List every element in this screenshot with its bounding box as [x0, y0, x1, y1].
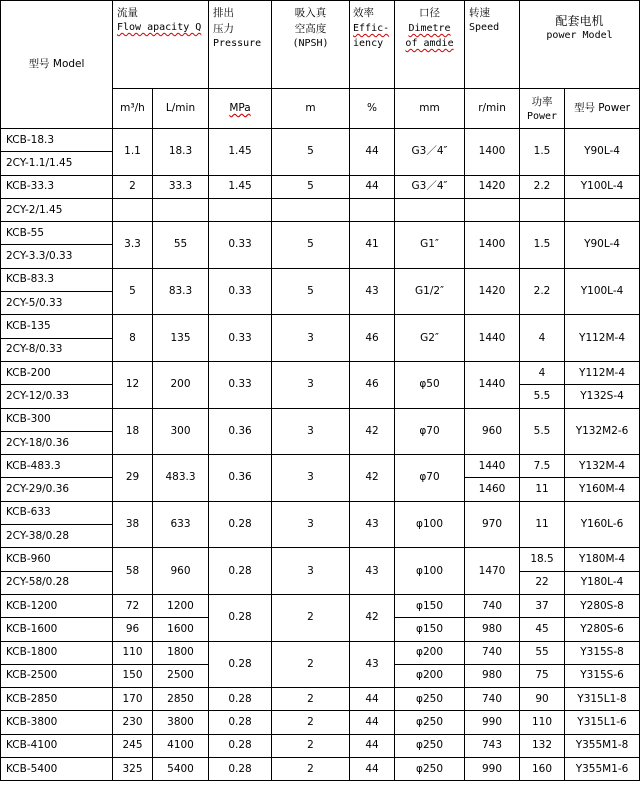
cell: 1400: [465, 129, 520, 176]
unit-m3h: m³/h: [113, 89, 153, 129]
cell: φ150: [395, 594, 465, 617]
cell: G3／4″: [395, 175, 465, 198]
cell: φ70: [395, 455, 465, 502]
cell: 5: [272, 175, 350, 198]
cell: G1″: [395, 222, 465, 269]
model-cell: KCB-960: [1, 548, 113, 571]
cell: 2: [272, 711, 350, 734]
cell: 3: [272, 408, 350, 455]
cell: 5.5: [520, 408, 565, 455]
model-cell: 2CY-58/0.28: [1, 571, 113, 594]
model-cell: KCB-83.3: [1, 268, 113, 291]
cell: φ100: [395, 548, 465, 595]
cell: 1460: [465, 478, 520, 501]
header-flow: 流量 Flow apacity Q: [113, 1, 209, 89]
cell: 0.28: [209, 734, 272, 757]
cell: 29: [113, 455, 153, 502]
model-cell: KCB-2500: [1, 664, 113, 687]
cell: 90: [520, 688, 565, 711]
cell: 42: [350, 594, 395, 641]
cell: 37: [520, 594, 565, 617]
header-diameter: 口径 Dimetre of amdie: [395, 1, 465, 89]
cell: 483.3: [153, 455, 209, 502]
cell: 45: [520, 618, 565, 641]
model-cell: 2CY-29/0.36: [1, 478, 113, 501]
cell: Y132M2-6: [565, 408, 640, 455]
cell: 0.28: [209, 711, 272, 734]
cell: 46: [350, 315, 395, 362]
cell: 990: [465, 711, 520, 734]
model-cell: 2CY-1.1/1.45: [1, 152, 113, 175]
cell: 12: [113, 361, 153, 408]
cell: φ70: [395, 408, 465, 455]
cell: 1420: [465, 175, 520, 198]
cell: 980: [465, 664, 520, 687]
cell: φ250: [395, 758, 465, 781]
cell: 38: [113, 501, 153, 548]
cell: 740: [465, 688, 520, 711]
cell: φ50: [395, 361, 465, 408]
cell: [465, 198, 520, 221]
cell: 0.28: [209, 594, 272, 641]
cell: 2: [272, 688, 350, 711]
cell: 970: [465, 501, 520, 548]
cell: Y315L1-8: [565, 688, 640, 711]
model-cell: KCB-135: [1, 315, 113, 338]
header-pressure: 排出 压力 Pressure: [209, 1, 272, 89]
cell: 0.33: [209, 315, 272, 362]
cell: 11: [520, 478, 565, 501]
cell: 2: [272, 594, 350, 641]
cell: φ250: [395, 688, 465, 711]
header-model: 型号 Model: [1, 1, 113, 129]
cell: 3: [272, 501, 350, 548]
cell: 42: [350, 455, 395, 502]
cell: 44: [350, 129, 395, 176]
cell: 75: [520, 664, 565, 687]
cell: 0.33: [209, 361, 272, 408]
cell: 325: [113, 758, 153, 781]
unit-mm: mm: [395, 89, 465, 129]
cell: 743: [465, 734, 520, 757]
cell: 5: [272, 268, 350, 315]
cell: Y132S-4: [565, 385, 640, 408]
cell: 58: [113, 548, 153, 595]
cell: Y90L-4: [565, 222, 640, 269]
model-cell: KCB-2850: [1, 688, 113, 711]
cell: 44: [350, 734, 395, 757]
model-cell: KCB-633: [1, 501, 113, 524]
cell: 33.3: [153, 175, 209, 198]
cell: 160: [520, 758, 565, 781]
cell: 0.28: [209, 688, 272, 711]
cell: 1470: [465, 548, 520, 595]
cell: 3: [272, 455, 350, 502]
cell: 3: [272, 315, 350, 362]
cell: [350, 198, 395, 221]
cell: φ250: [395, 734, 465, 757]
cell: 18.5: [520, 548, 565, 571]
cell: 1440: [465, 455, 520, 478]
cell: 150: [113, 664, 153, 687]
cell: 5: [272, 222, 350, 269]
cell: 980: [465, 618, 520, 641]
cell: 1.45: [209, 129, 272, 176]
cell: 245: [113, 734, 153, 757]
cell: 1420: [465, 268, 520, 315]
header-speed: 转速 Speed: [465, 1, 520, 89]
cell: 740: [465, 641, 520, 664]
cell: 170: [113, 688, 153, 711]
cell: 44: [350, 711, 395, 734]
cell: 3800: [153, 711, 209, 734]
cell: [565, 198, 640, 221]
cell: 0.28: [209, 758, 272, 781]
cell: 7.5: [520, 455, 565, 478]
cell: 0.28: [209, 641, 272, 688]
cell: Y90L-4: [565, 129, 640, 176]
cell: 46: [350, 361, 395, 408]
cell: 3: [272, 361, 350, 408]
cell: 8: [113, 315, 153, 362]
cell: 230: [113, 711, 153, 734]
cell: Y280S-8: [565, 594, 640, 617]
cell: Y315S-6: [565, 664, 640, 687]
model-cell: KCB-1600: [1, 618, 113, 641]
model-cell: 2CY-12/0.33: [1, 385, 113, 408]
cell: 44: [350, 758, 395, 781]
cell: Y100L-4: [565, 268, 640, 315]
cell: 1440: [465, 315, 520, 362]
cell: Y315L1-6: [565, 711, 640, 734]
cell: 2500: [153, 664, 209, 687]
header-npsh: 吸入真 空高度 (NPSH): [272, 1, 350, 89]
model-cell: 2CY-18/0.36: [1, 431, 113, 454]
cell: 0.36: [209, 455, 272, 502]
cell: 43: [350, 548, 395, 595]
cell: 43: [350, 268, 395, 315]
cell: 1440: [465, 361, 520, 408]
cell: 2: [113, 175, 153, 198]
cell: 5: [272, 129, 350, 176]
cell: 44: [350, 175, 395, 198]
cell: 0.36: [209, 408, 272, 455]
cell: 633: [153, 501, 209, 548]
cell: 2: [272, 758, 350, 781]
cell: Y180L-4: [565, 571, 640, 594]
header-motor: 配套电机 power Model: [520, 1, 640, 89]
cell: 2.2: [520, 268, 565, 315]
cell: 1.5: [520, 129, 565, 176]
header-efficiency: 效率 Effic- iency: [350, 1, 395, 89]
cell: 960: [153, 548, 209, 595]
cell: 42: [350, 408, 395, 455]
cell: 0.28: [209, 501, 272, 548]
cell: 4: [520, 361, 565, 384]
cell: 4100: [153, 734, 209, 757]
cell: 44: [350, 688, 395, 711]
model-cell: KCB-1800: [1, 641, 113, 664]
model-cell: KCB-3800: [1, 711, 113, 734]
cell: Y180M-4: [565, 548, 640, 571]
cell: Y160L-6: [565, 501, 640, 548]
cell: 5: [113, 268, 153, 315]
cell: 132: [520, 734, 565, 757]
cell: 5.5: [520, 385, 565, 408]
unit-lmin: L/min: [153, 89, 209, 129]
cell: Y132M-4: [565, 455, 640, 478]
cell: 990: [465, 758, 520, 781]
cell: [520, 198, 565, 221]
cell: 55: [153, 222, 209, 269]
cell: 1.5: [520, 222, 565, 269]
cell: 2850: [153, 688, 209, 711]
cell: 3.3: [113, 222, 153, 269]
cell: 5400: [153, 758, 209, 781]
cell: 55: [520, 641, 565, 664]
cell: Y100L-4: [565, 175, 640, 198]
model-cell: KCB-4100: [1, 734, 113, 757]
cell: G3／4″: [395, 129, 465, 176]
model-cell: 2CY-8/0.33: [1, 338, 113, 361]
model-cell: KCB-300: [1, 408, 113, 431]
cell: 43: [350, 641, 395, 688]
unit-mpa: MPa: [209, 89, 272, 129]
unit-rmin: r/min: [465, 89, 520, 129]
model-cell: KCB-1200: [1, 594, 113, 617]
cell: 18.3: [153, 129, 209, 176]
cell: 740: [465, 594, 520, 617]
cell: 4: [520, 315, 565, 362]
cell: 41: [350, 222, 395, 269]
cell: Y280S-6: [565, 618, 640, 641]
cell: 11: [520, 501, 565, 548]
model-cell: KCB-33.3: [1, 175, 113, 198]
cell: [272, 198, 350, 221]
cell: G2″: [395, 315, 465, 362]
unit-m: m: [272, 89, 350, 129]
cell: G1/2″: [395, 268, 465, 315]
cell: 83.3: [153, 268, 209, 315]
cell: [113, 198, 153, 221]
cell: 110: [113, 641, 153, 664]
cell: 0.33: [209, 268, 272, 315]
cell: 0.28: [209, 548, 272, 595]
model-cell: 2CY-3.3/0.33: [1, 245, 113, 268]
model-cell: KCB-200: [1, 361, 113, 384]
cell: 200: [153, 361, 209, 408]
model-cell: KCB-5400: [1, 758, 113, 781]
cell: 2.2: [520, 175, 565, 198]
cell: 2: [272, 734, 350, 757]
cell: 0.33: [209, 222, 272, 269]
cell: 3: [272, 548, 350, 595]
unit-power: 功率 Power: [520, 89, 565, 129]
cell: Y112M-4: [565, 315, 640, 362]
cell: 110: [520, 711, 565, 734]
cell: 300: [153, 408, 209, 455]
cell: 960: [465, 408, 520, 455]
cell: 18: [113, 408, 153, 455]
cell: 72: [113, 594, 153, 617]
model-cell: 2CY-5/0.33: [1, 292, 113, 315]
cell: Y315S-8: [565, 641, 640, 664]
cell: φ200: [395, 641, 465, 664]
cell: 1.1: [113, 129, 153, 176]
cell: Y160M-4: [565, 478, 640, 501]
cell: Y112M-4: [565, 361, 640, 384]
cell: [153, 198, 209, 221]
cell: [209, 198, 272, 221]
unit-pct: %: [350, 89, 395, 129]
model-cell: 2CY-2/1.45: [1, 198, 113, 221]
cell: 43: [350, 501, 395, 548]
cell: 1400: [465, 222, 520, 269]
cell: 135: [153, 315, 209, 362]
model-cell: KCB-18.3: [1, 129, 113, 152]
model-cell: 2CY-38/0.28: [1, 525, 113, 548]
cell: 2: [272, 641, 350, 688]
cell: 1800: [153, 641, 209, 664]
cell: φ100: [395, 501, 465, 548]
cell: Y355M1-6: [565, 758, 640, 781]
model-cell: KCB-483.3: [1, 455, 113, 478]
cell: φ150: [395, 618, 465, 641]
cell: [395, 198, 465, 221]
cell: 1600: [153, 618, 209, 641]
model-cell: KCB-55: [1, 222, 113, 245]
unit-motor-model: 型号 Power: [565, 89, 640, 129]
cell: φ200: [395, 664, 465, 687]
cell: 1200: [153, 594, 209, 617]
cell: 1.45: [209, 175, 272, 198]
cell: 22: [520, 571, 565, 594]
cell: Y355M1-8: [565, 734, 640, 757]
cell: φ250: [395, 711, 465, 734]
cell: 96: [113, 618, 153, 641]
